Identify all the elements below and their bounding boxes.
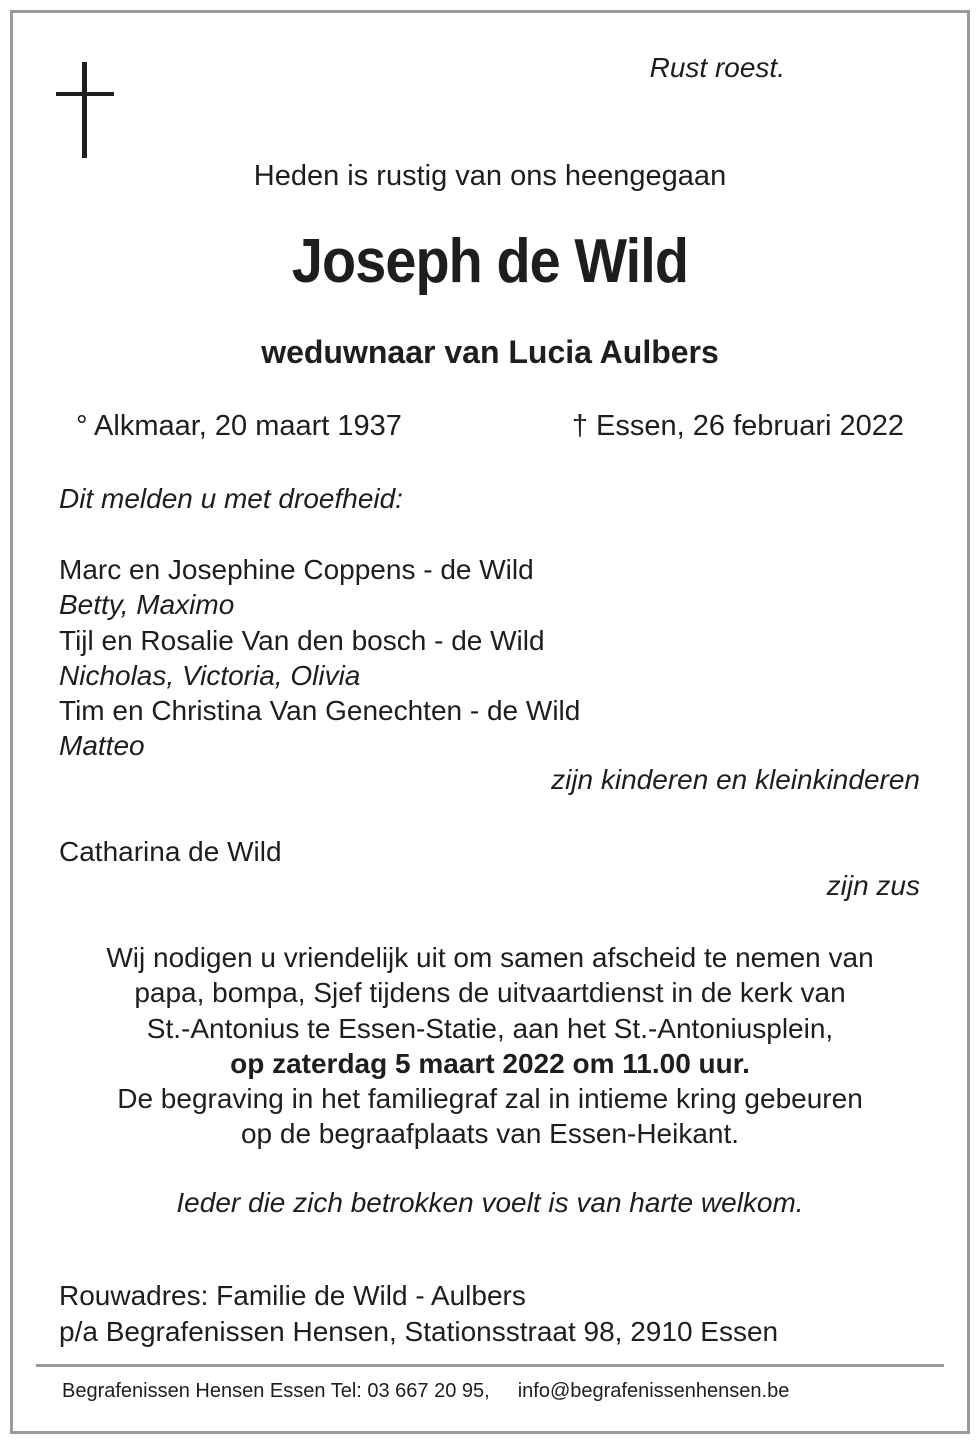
family-couple: Tim en Christina Van Genechten - de Wild xyxy=(59,695,581,727)
ceremony-date: op zaterdag 5 maart 2022 om 11.00 uur. xyxy=(230,1047,750,1079)
ceremony-line: Wij nodigen u vriendelijk uit om samen afscheid te nemen van xyxy=(106,942,874,973)
children-caption: zijn kinderen en kleinkinderen xyxy=(551,764,920,795)
ceremony-text xyxy=(0,940,980,1152)
ceremony-line: op de begraafplaats van Essen-Heikant. xyxy=(240,1118,740,1150)
ceremony-line: papa, bompa, Sjef tijdens de uitvaartdienst in de kerk van xyxy=(134,977,846,1009)
address-line: p/a Begrafenissen Hensen, Stationsstraat 98, 2910 Essen xyxy=(59,1316,779,1347)
address-line: Rouwadres: Familie de Wild - Aulbers xyxy=(59,1280,526,1311)
sister-caption: zijn zus xyxy=(826,870,920,901)
deceased-name: Joseph de Wild xyxy=(291,227,689,296)
spouse-line: weduwnaar van Lucia Aulbers xyxy=(261,334,719,370)
grandchildren: Betty, Maximo xyxy=(59,589,235,621)
family-couple: Tijl en Rosalie Van den bosch - de Wild xyxy=(59,624,545,656)
motto: Rust roest. xyxy=(649,52,785,83)
sister-name: Catharina de Wild xyxy=(59,836,282,867)
family-couple: Marc en Josephine Coppens - de Wild xyxy=(59,554,534,585)
intro-text: Heden is rustig van ons heengegaan xyxy=(253,160,727,192)
grandchildren: Nicholas, Victoria, Olivia xyxy=(59,659,361,691)
announcement: Dit melden u met droefheid: xyxy=(59,483,403,514)
footer-company-phone: Begrafenissen Hensen Essen Tel: 03 667 20 95, xyxy=(62,1380,490,1402)
welcome-text: Ieder die zich betrokken voelt is van harte welkom. xyxy=(176,1187,804,1218)
grandchildren: Matteo xyxy=(59,730,145,762)
death-info: † Essen, 26 februari 2022 xyxy=(571,410,904,442)
ceremony-line: De begraving in het familiegraf zal in intieme kring gebeuren xyxy=(117,1083,863,1115)
footer xyxy=(62,1380,789,1403)
latin-cross-icon xyxy=(56,62,114,158)
birth-info: ° Alkmaar, 20 maart 1937 xyxy=(76,410,402,442)
mourning-address xyxy=(59,1278,778,1350)
footer-divider xyxy=(36,1364,944,1367)
family-list xyxy=(59,552,580,764)
footer-email: info@begrafenissenhensen.be xyxy=(517,1380,790,1402)
ceremony-line: St.-Antonius te Essen-Statie, aan het St.-Antoniusplein, xyxy=(146,1012,834,1044)
